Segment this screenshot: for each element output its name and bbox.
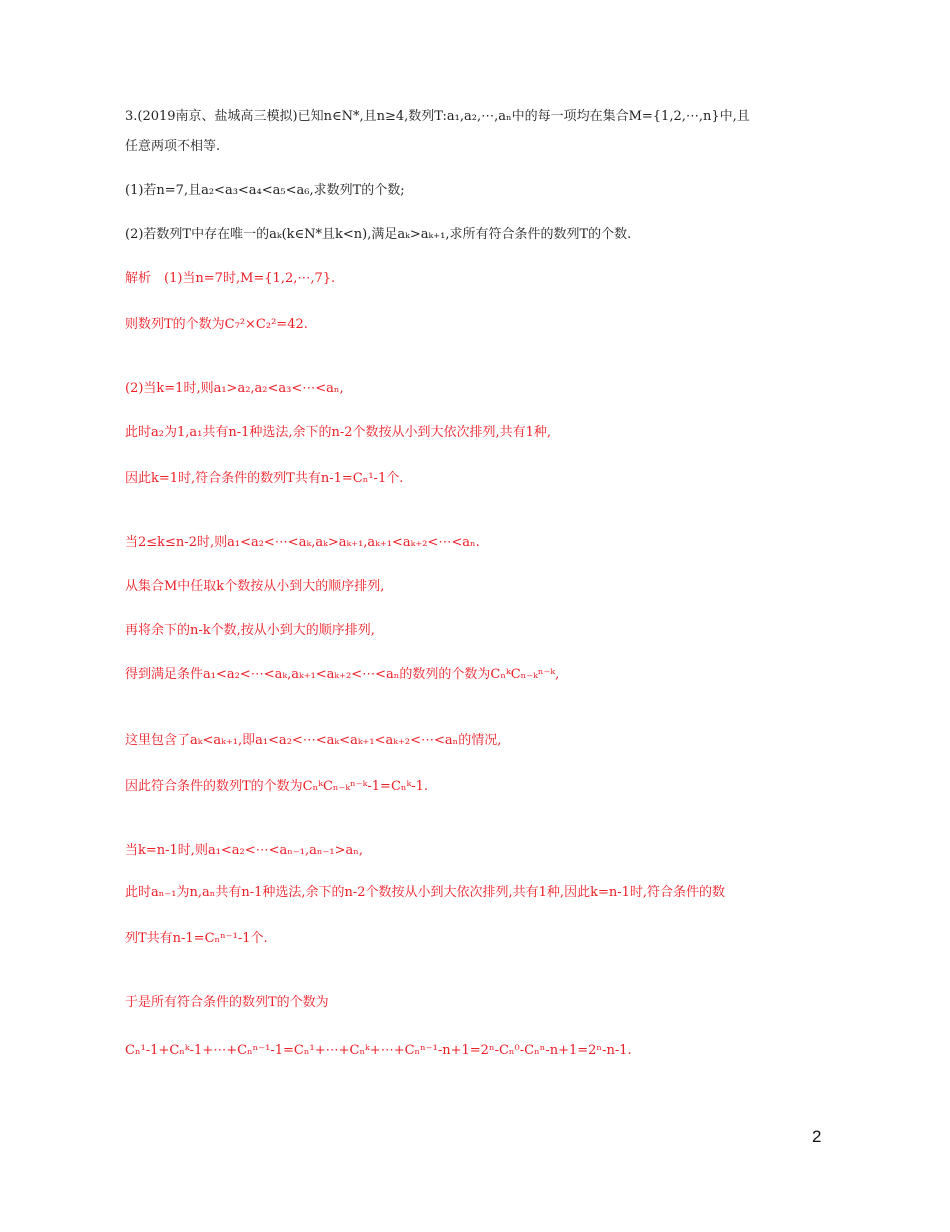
- solution-line-10: 这里包含了aₖ<aₖ₊₁,即a₁<a₂<⋯<aₖ<aₖ₊₁<aₖ₊₂<⋯<aₙ的情况,: [125, 733, 502, 748]
- problem-part-1: (1)若n=7,且a₂<a₃<a₄<a₅<a₆,求数列T的个数;: [125, 183, 405, 198]
- solution-line-5: 因此k=1时,符合条件的数列T共有n-1=Cₙ¹-1个.: [125, 471, 404, 486]
- solution-line-11: 因此符合条件的数列T的个数为CₙᵏCₙ₋ₖⁿ⁻ᵏ-1=Cₙᵏ-1.: [125, 779, 429, 794]
- problem-part-2: (2)若数列T中存在唯一的aₖ(k∈N*且k<n),满足aₖ>aₖ₊₁,求所有符合条件的数列T的个数.: [125, 227, 632, 242]
- solution-line-13: 此时aₙ₋₁为n,aₙ共有n-1种选法,余下的n-2个数按从小到大依次排列,共有1种,因此k=n-1时,符合条件的数: [125, 885, 726, 900]
- solution-line-16: Cₙ¹-1+Cₙᵏ-1+⋯+Cₙⁿ⁻¹-1=Cₙ¹+⋯+Cₙᵏ+⋯+Cₙⁿ⁻¹-n+1=2ⁿ-Cₙ⁰-Cₙⁿ-n+1=2ⁿ-n-1.: [125, 1043, 632, 1058]
- solution-line-4: 此时a₂为1,a₁共有n-1种选法,余下的n-2个数按从小到大依次排列,共有1种,: [125, 425, 552, 440]
- solution-line-7: 从集合M中任取k个数按从小到大的顺序排列,: [125, 579, 385, 594]
- problem-line-1: 3.(2019南京、盐城高三模拟)已知n∈N*,且n≥4,数列T:a₁,a₂,⋯,aₙ中的每一项均在集合M={1,2,⋯,n}中,且: [125, 109, 750, 124]
- solution-line-1: 解析 (1)当n=7时,M={1,2,⋯,7}.: [125, 271, 336, 286]
- solution-line-14: 列T共有n-1=Cₙⁿ⁻¹-1个.: [125, 931, 268, 946]
- solution-line-2: 则数列T的个数为C₇²×C₂²=42.: [125, 317, 308, 332]
- solution-line-9: 得到满足条件a₁<a₂<⋯<aₖ,aₖ₊₁<aₖ₊₂<⋯<aₙ的数列的个数为CₙᵏCₙ₋ₖⁿ⁻ᵏ,: [125, 667, 560, 682]
- solution-line-3: (2)当k=1时,则a₁>a₂,a₂<a₃<⋯<aₙ,: [125, 381, 344, 396]
- solution-line-6: 当2≤k≤n-2时,则a₁<a₂<⋯<aₖ,aₖ>aₖ₊₁,aₖ₊₁<aₖ₊₂<⋯<aₙ.: [125, 535, 480, 550]
- solution-line-8: 再将余下的n-k个数,按从小到大的顺序排列,: [125, 623, 375, 638]
- solution-line-12: 当k=n-1时,则a₁<a₂<⋯<aₙ₋₁,aₙ₋₁>aₙ,: [125, 843, 363, 858]
- problem-line-2: 任意两项不相等.: [125, 139, 221, 154]
- page-number: 2: [812, 1127, 822, 1146]
- solution-line-15: 于是所有符合条件的数列T的个数为: [125, 995, 329, 1010]
